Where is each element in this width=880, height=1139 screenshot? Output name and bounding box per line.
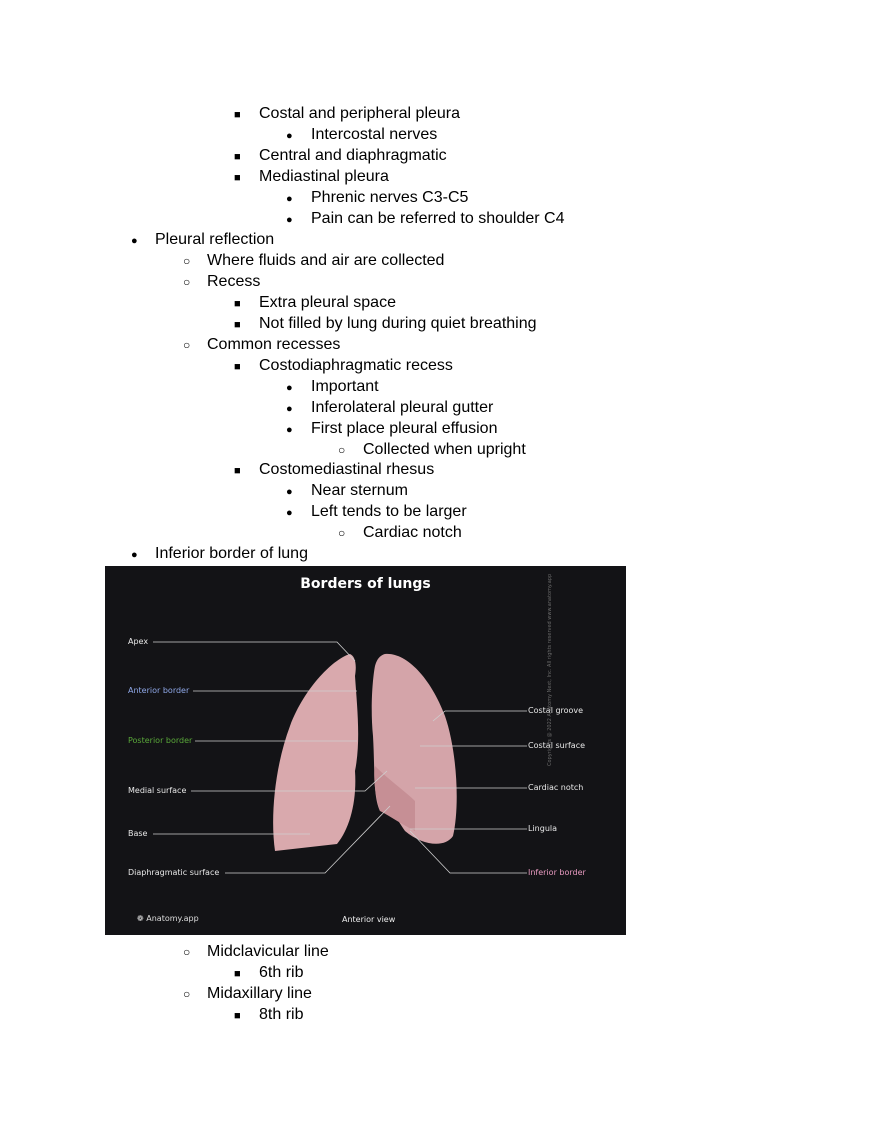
list-item: Inferolateral pleural gutter — [311, 399, 494, 416]
lung-borders-figure — [105, 566, 626, 935]
square-bullet-icon — [234, 145, 241, 168]
list-item: Midclavicular line — [207, 943, 329, 960]
figure-label: Medial surface — [128, 786, 187, 795]
square-bullet-icon — [234, 313, 241, 336]
list-item: 8th rib — [259, 1006, 304, 1023]
list-item: Costomediastinal rhesus — [259, 461, 435, 478]
disc-bullet-icon — [286, 124, 293, 147]
disc-bullet-icon — [286, 376, 293, 399]
disc-bullet-icon — [286, 397, 293, 420]
figure-label: Lingula — [528, 824, 558, 833]
figure-title: Borders of lungs — [300, 576, 431, 592]
list-item: Midaxillary line — [207, 985, 312, 1002]
list-item: 6th rib — [259, 964, 304, 981]
figure-label: Apex — [128, 637, 149, 646]
figure-label: Posterior border — [128, 736, 193, 745]
list-item: Costodiaphragmatic recess — [259, 357, 453, 374]
list-item: Pain can be referred to shoulder C4 — [311, 210, 565, 227]
square-bullet-icon — [234, 292, 241, 315]
list-item: Recess — [207, 273, 261, 290]
circle-bullet-icon — [338, 439, 345, 461]
figure-label: Base — [128, 829, 148, 838]
disc-bullet-icon — [131, 229, 138, 252]
circle-bullet-icon — [183, 983, 190, 1005]
list-item: Collected when upright — [363, 441, 526, 458]
list-item: Phrenic nerves C3-C5 — [311, 189, 469, 206]
square-bullet-icon — [234, 459, 241, 482]
list-item: Cardiac notch — [363, 524, 462, 541]
disc-bullet-icon — [286, 418, 293, 441]
square-bullet-icon — [234, 1004, 241, 1027]
square-bullet-icon — [234, 103, 241, 126]
list-item: Not filled by lung during quiet breathing — [259, 315, 537, 332]
figure-label: Anterior border — [128, 686, 190, 695]
brain-icon: ❁ — [137, 914, 147, 923]
disc-bullet-icon — [286, 480, 293, 503]
circle-bullet-icon — [183, 334, 190, 356]
list-item: Extra pleural space — [259, 294, 396, 311]
circle-bullet-icon — [338, 522, 345, 544]
list-item: Costal and peripheral pleura — [259, 105, 461, 122]
square-bullet-icon — [234, 166, 241, 189]
circle-bullet-icon — [183, 941, 190, 963]
list-item: Central and diaphragmatic — [259, 147, 447, 164]
list-item: Inferior border of lung — [155, 545, 308, 562]
view-caption: Anterior view — [342, 915, 396, 924]
list-item: Intercostal nerves — [311, 126, 438, 143]
circle-bullet-icon — [183, 250, 190, 272]
figure-label: Costal surface — [528, 741, 586, 750]
figure-label: Cardiac notch — [528, 783, 584, 792]
list-item: First place pleural effusion — [311, 420, 498, 437]
list-item: Mediastinal pleura — [259, 168, 389, 185]
list-item: Left tends to be larger — [311, 503, 467, 520]
square-bullet-icon — [234, 355, 241, 378]
figure-label: Diaphragmatic surface — [128, 868, 220, 877]
disc-bullet-icon — [286, 208, 293, 231]
figure-label: Costal groove — [528, 706, 584, 715]
circle-bullet-icon — [183, 271, 190, 293]
disc-bullet-icon — [286, 187, 293, 210]
disc-bullet-icon — [131, 543, 138, 566]
list-item: Near sternum — [311, 482, 408, 499]
brand-logo: ❁ Anatomy.app — [137, 914, 199, 923]
list-item: Common recesses — [207, 336, 341, 353]
disc-bullet-icon — [286, 501, 293, 524]
list-item: Pleural reflection — [155, 231, 275, 248]
figure-label: Inferior border — [528, 868, 586, 877]
copyright-text: Copyrights @ 2022 Anatomy Next, Inc. All rights reserved www.anatomy.app — [547, 573, 553, 766]
list-item: Important — [311, 378, 379, 395]
list-item: Where fluids and air are collected — [207, 252, 445, 269]
square-bullet-icon — [234, 962, 241, 985]
